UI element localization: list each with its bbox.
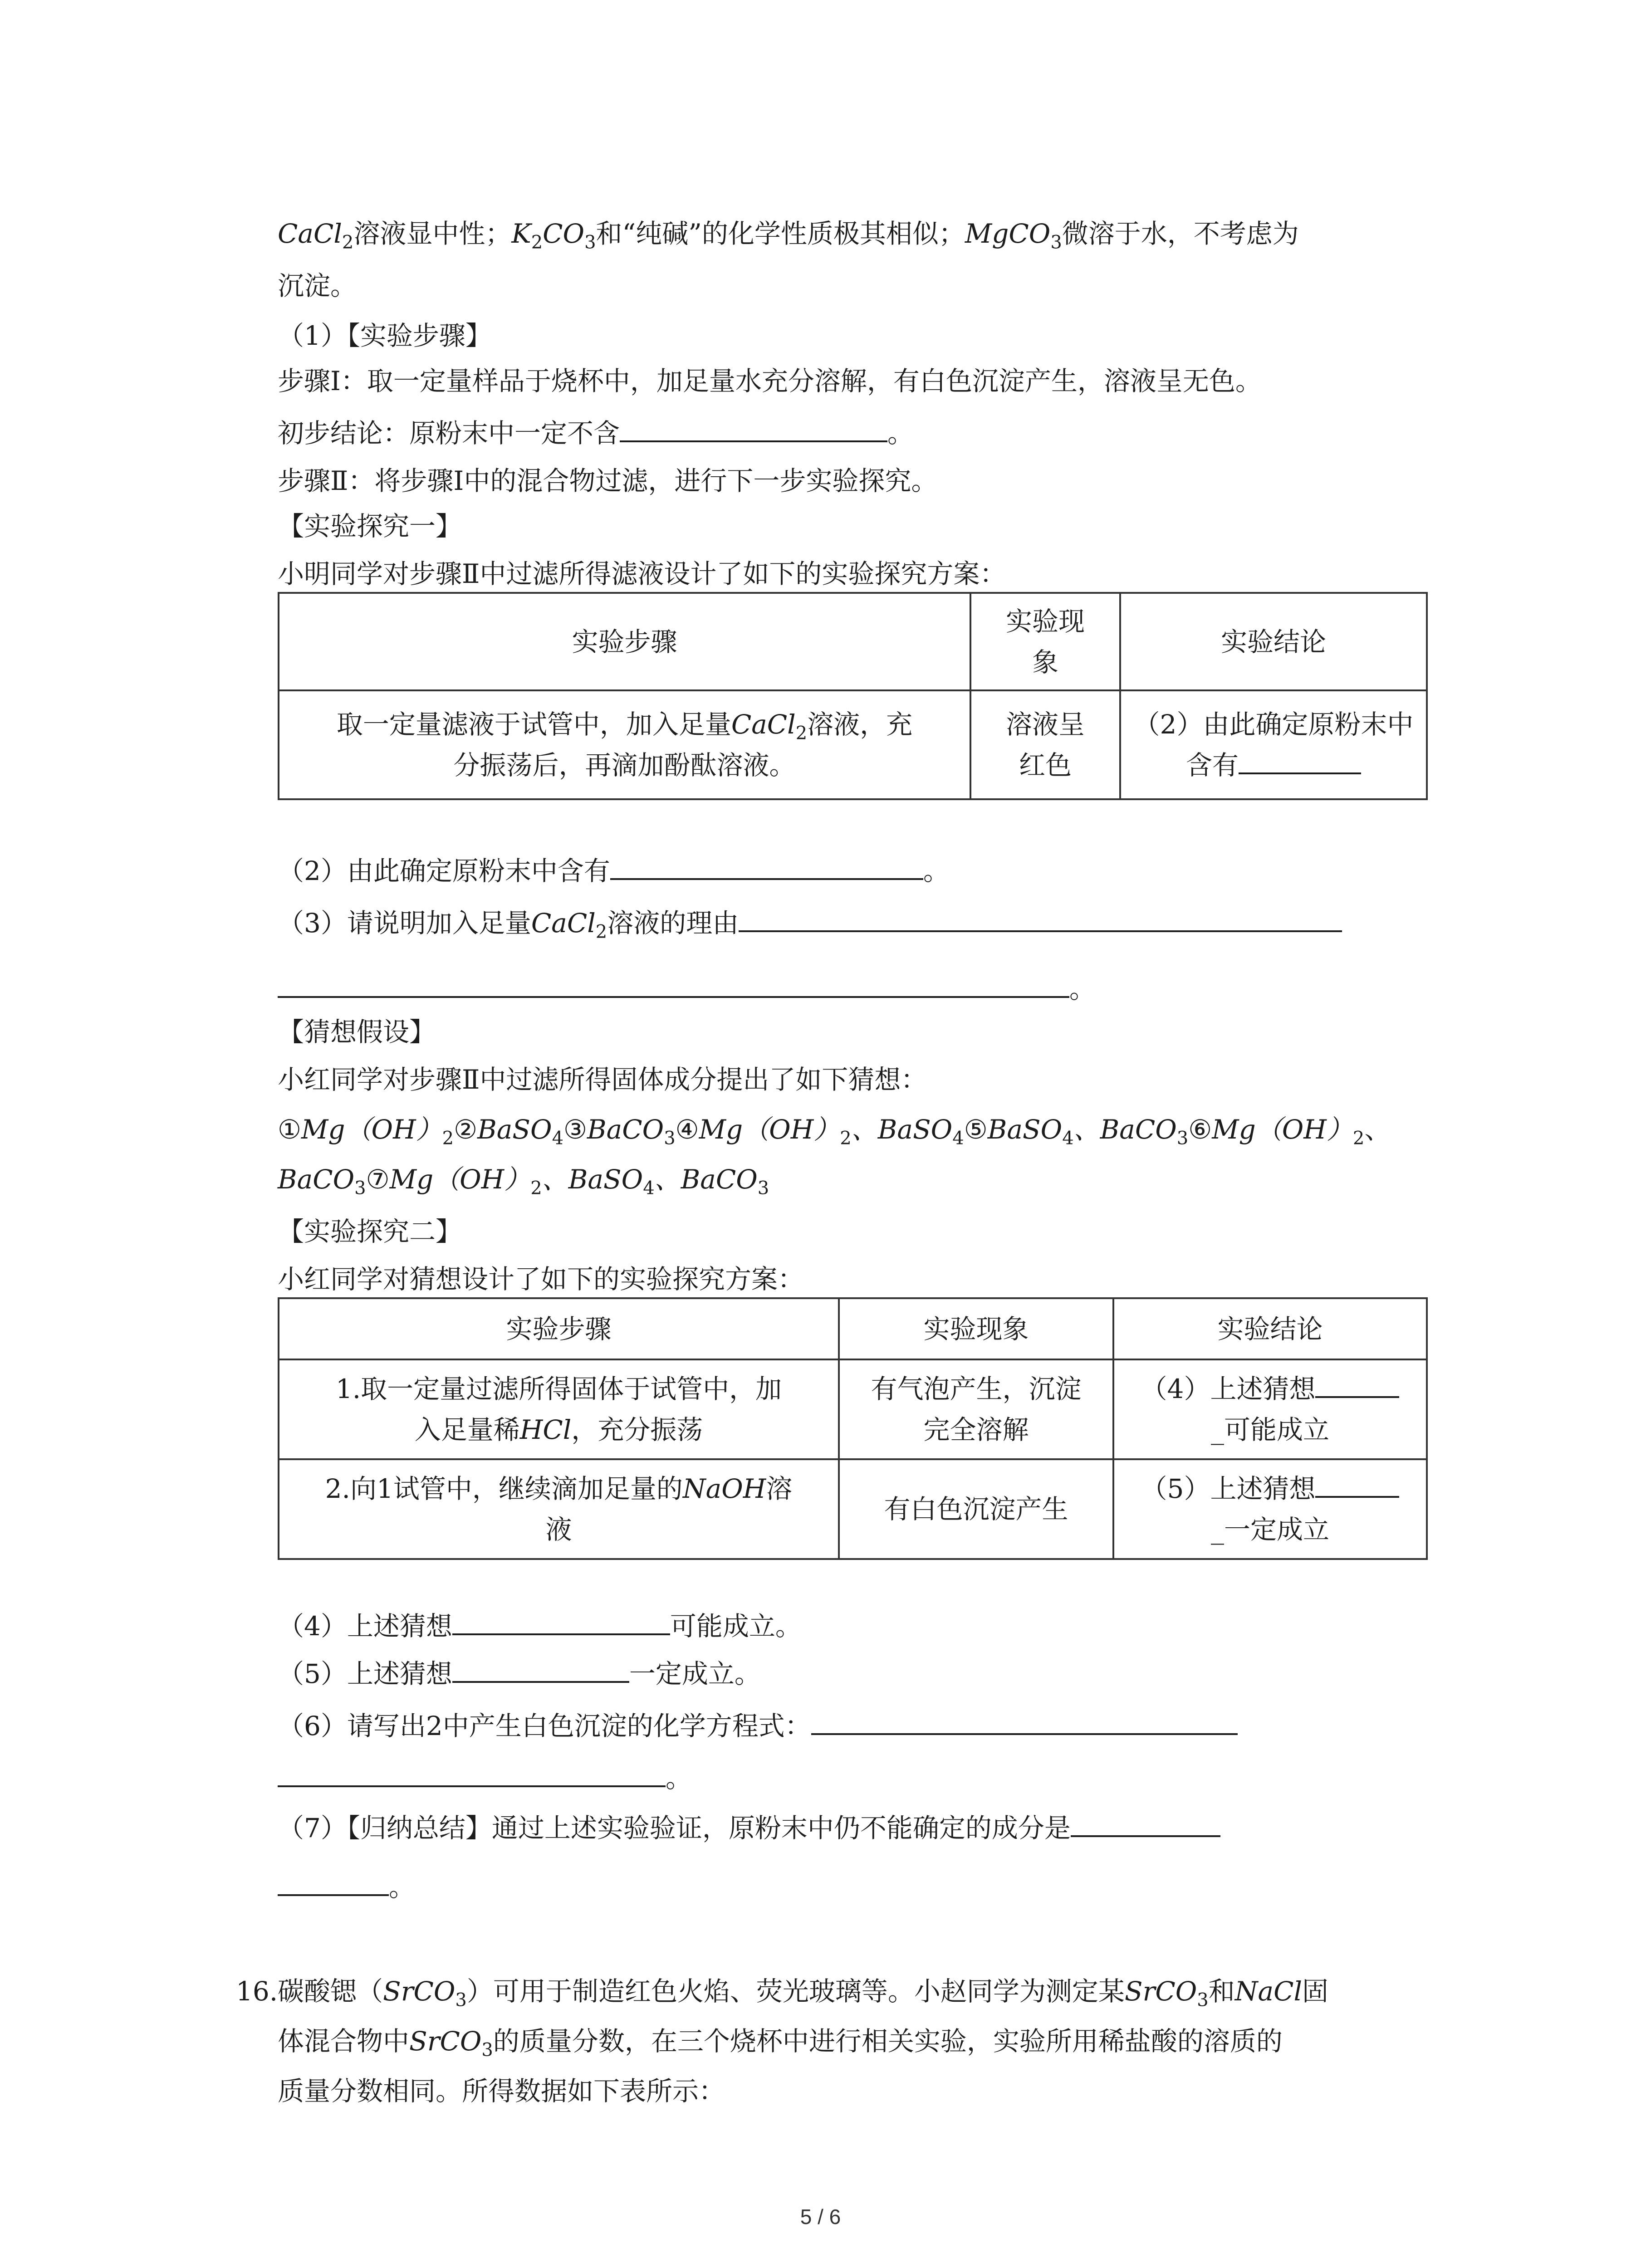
formula: CaCl bbox=[278, 218, 342, 249]
problem-16-line-2: 体混合物中SrCO$_3$的质量分数，在三个烧杯中进行相关实验，实验所用稀盐酸的溶质的 bbox=[278, 2026, 1283, 2061]
question-5: （5）上述猜想 一定成立。 bbox=[278, 1656, 761, 1692]
answer-blank[interactable] bbox=[452, 1656, 629, 1683]
answer-blank[interactable] bbox=[278, 971, 1069, 998]
exploration-2-heading: 【实验探究二】 bbox=[278, 1216, 462, 1247]
table-header: 实验步骤 bbox=[279, 1298, 839, 1359]
table-cell: 有白色沉淀产生 bbox=[839, 1459, 1113, 1559]
problem-16-line-3: 质量分数相同。所得数据如下表所示： bbox=[278, 2076, 725, 2107]
table-cell: 取一定量滤液于试管中，加入足量CaCl$_2$溶液，充 分振荡后，再滴加酚酞溶液。 bbox=[279, 690, 970, 799]
table-cell: （2）由此确定原粉末中 含有 bbox=[1120, 690, 1427, 799]
answer-blank[interactable] bbox=[811, 1708, 1238, 1735]
answer-blank[interactable] bbox=[739, 905, 1342, 932]
problem-16-line-1: 碳酸锶（SrCO$_3$）可用于制造红色火焰、荧光玻璃等。小赵同学为测定某SrCO$_3$和NaCl固 bbox=[278, 1976, 1329, 2011]
question-3-cont: 。 bbox=[278, 971, 1096, 1007]
experiment-table-1 bbox=[278, 592, 1428, 800]
answer-blank[interactable] bbox=[620, 415, 887, 442]
answer-blank[interactable] bbox=[1315, 1471, 1399, 1498]
exploration-1-heading: 【实验探究一】 bbox=[278, 511, 462, 542]
experiment-table-2 bbox=[278, 1297, 1428, 1560]
page-number: 5 / 6 bbox=[800, 2205, 841, 2229]
question-7-cont: 。 bbox=[278, 1869, 415, 1905]
answer-blank[interactable] bbox=[452, 1608, 670, 1635]
formula: MgCO bbox=[965, 218, 1051, 249]
question-2: （2）由此确定原粉末中含有 。 bbox=[278, 853, 950, 889]
table-cell: 2.向1试管中，继续滴加足量的NaOH溶 液 bbox=[279, 1459, 839, 1559]
problem-16-number: 16. bbox=[236, 1976, 278, 2007]
table-header: 实验现象 bbox=[839, 1298, 1113, 1359]
hypothesis-intro: 小红同学对步骤Ⅱ中过滤所得固体成分提出了如下猜想： bbox=[278, 1064, 927, 1095]
answer-blank[interactable] bbox=[278, 1869, 389, 1896]
table-header: 实验结论 bbox=[1113, 1298, 1427, 1359]
table-header: 实验步骤 bbox=[279, 593, 970, 690]
hypothesis-list-1: $①Mg(OH)_2②BaSO_4③BaCO_3④Mg(OH)_2$、BaSO$_4$⑤BaSO$_4$、$BaCO_3⑥Mg(OH)_2$、 bbox=[278, 1114, 1391, 1149]
table-cell: 有气泡产生，沉淀 完全溶解 bbox=[839, 1359, 1113, 1459]
table-header: 实验结论 bbox=[1120, 593, 1427, 690]
question-3: （3）请说明加入足量CaCl$_2$溶液的理由 bbox=[278, 905, 1342, 941]
answer-blank[interactable] bbox=[1071, 1810, 1220, 1837]
hypothesis-heading: 【猜想假设】 bbox=[278, 1017, 436, 1047]
hypothesis-list-2: $BaCO_3⑦Mg(OH)_2$、BaSO$_4$、BaCO$_3$ bbox=[278, 1164, 769, 1199]
exploration-2-intro: 小红同学对猜想设计了如下的实验探究方案： bbox=[278, 1264, 804, 1295]
table-header: 实验现 象 bbox=[970, 593, 1120, 690]
answer-blank[interactable] bbox=[278, 1760, 666, 1787]
answer-blank[interactable] bbox=[1239, 747, 1361, 774]
table-cell: 溶液呈 红色 bbox=[970, 690, 1120, 799]
step-1: 步骤Ⅰ：取一定量样品于烧杯中，加足量水充分溶解，有白色沉淀产生，溶液呈无色。 bbox=[278, 366, 1262, 396]
question-7: （7）【归纳总结】通过上述实验验证，原粉末中仍不能确定的成分是 bbox=[278, 1810, 1220, 1846]
answer-blank[interactable] bbox=[1315, 1371, 1399, 1398]
table-cell: （5）上述猜想 _一定成立 bbox=[1113, 1459, 1427, 1559]
table-cell: 1.取一定量过滤所得固体于试管中，加 入足量稀HCl，充分振荡 bbox=[279, 1359, 839, 1459]
formula: K bbox=[511, 218, 531, 249]
table-cell: （4）上述猜想 _可能成立 bbox=[1113, 1359, 1427, 1459]
exploration-1-intro: 小明同学对步骤Ⅱ中过滤所得滤液设计了如下的实验探究方案： bbox=[278, 558, 1006, 589]
question-6: （6）请写出2中产生白色沉淀的化学方程式： bbox=[278, 1708, 1238, 1744]
intro-line-2: 沉淀。 bbox=[278, 270, 357, 301]
preliminary-conclusion: 初步结论：原粉末中一定不含 。 bbox=[278, 415, 914, 451]
question-6-cont: 。 bbox=[278, 1760, 692, 1796]
step-heading: （1）【实验步骤】 bbox=[278, 320, 492, 351]
step-2: 步骤Ⅱ：将步骤Ⅰ中的混合物过滤，进行下一步实验探究。 bbox=[278, 465, 938, 496]
intro-line-1: CaCl$_2$溶液显中性；$K_2CO_3$和“纯碱”的化学性质极其相似；MgCO$_3$微溶于水，不考虑为 bbox=[278, 218, 1299, 253]
answer-blank[interactable] bbox=[610, 853, 923, 880]
question-4: （4）上述猜想 可能成立。 bbox=[278, 1608, 802, 1644]
